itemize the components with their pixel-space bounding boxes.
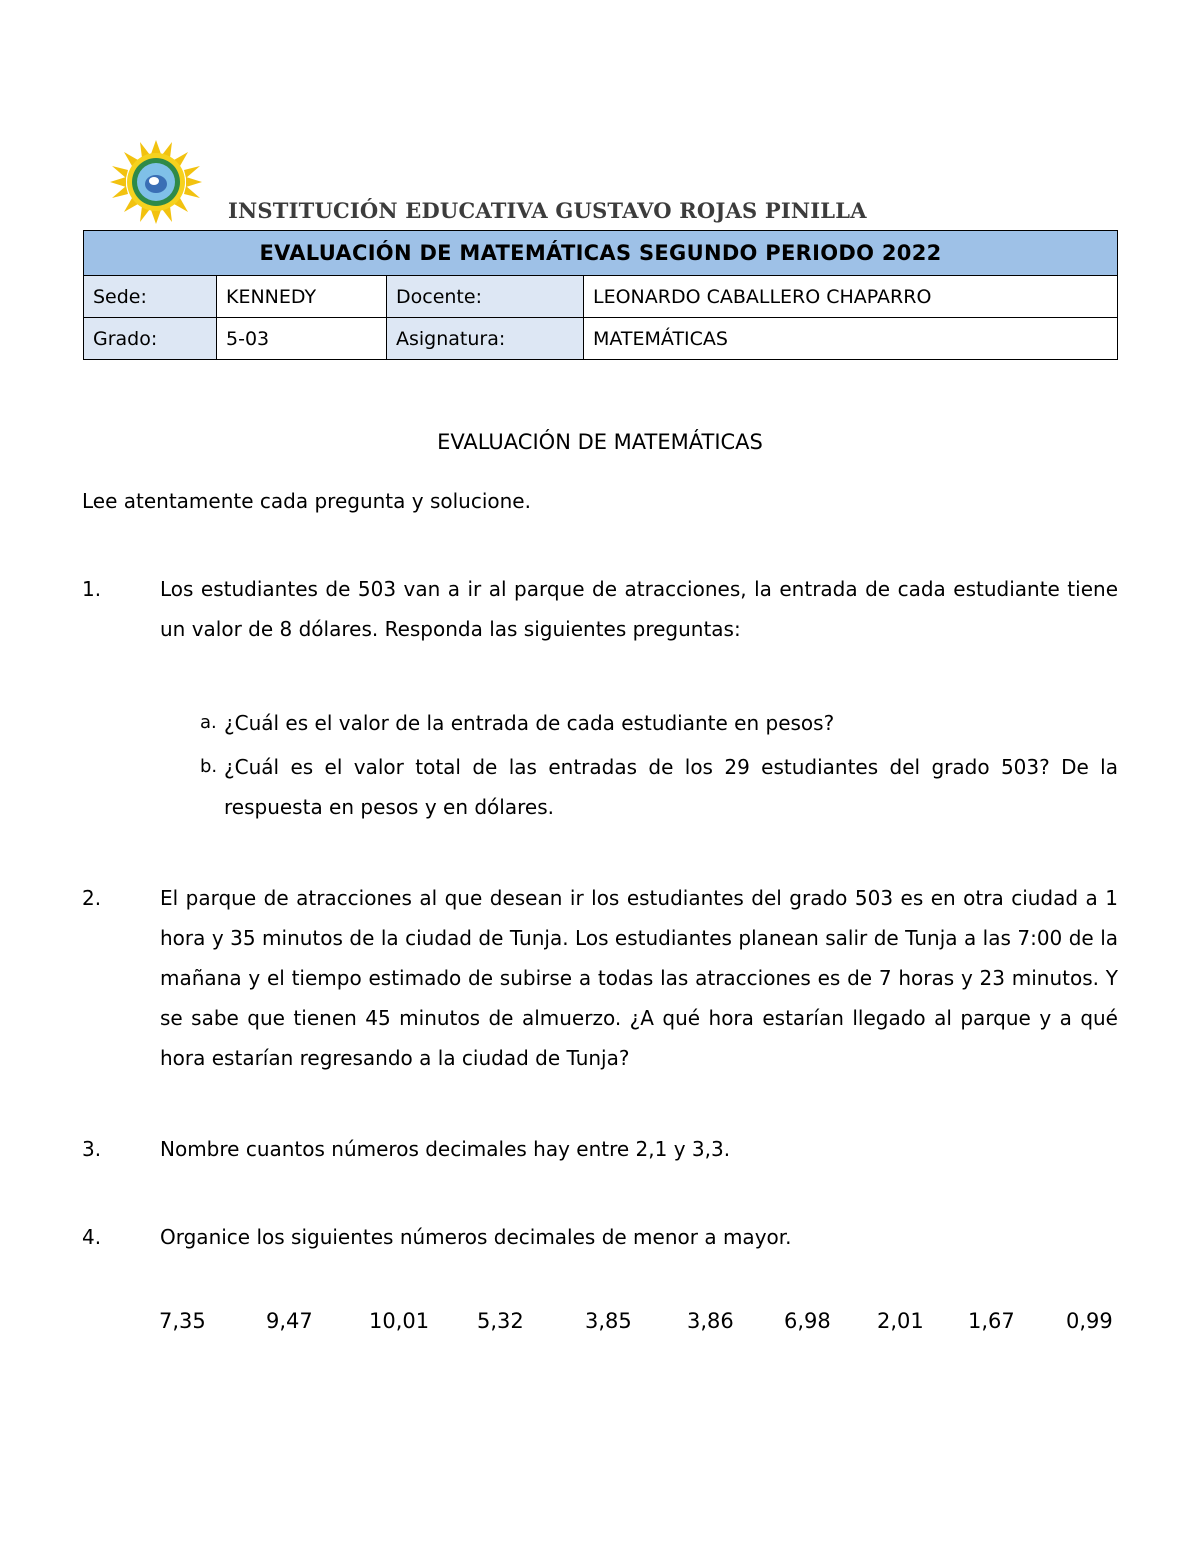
docente-value: LEONARDO CABALLERO CHAPARRO bbox=[584, 276, 1118, 318]
instructions: Lee atentamente cada pregunta y solucione. bbox=[82, 489, 531, 513]
institution-name: INSTITUCIÓN EDUCATIVA GUSTAVO ROJAS PINILLA bbox=[228, 198, 867, 223]
question-2 bbox=[82, 878, 1118, 1078]
question-4 bbox=[82, 1217, 1118, 1257]
question-text: Los estudiantes de 503 van a ir al parque de atracciones, la entrada de cada estudiante tiene un valor de 8 dólares. Responda las siguientes preguntas: bbox=[160, 577, 1118, 641]
question-number: 1. bbox=[82, 577, 102, 601]
decimal-number: 3,85 bbox=[585, 1309, 632, 1333]
asignatura-label: Asignatura: bbox=[387, 318, 584, 360]
question-text: Nombre cuantos números decimales hay entre 2,1 y 3,3. bbox=[160, 1137, 731, 1161]
question-3 bbox=[82, 1129, 1118, 1169]
question-number: 3. bbox=[82, 1137, 102, 1161]
subquestion-letter: b. bbox=[200, 756, 218, 777]
document-title: EVALUACIÓN DE MATEMÁTICAS bbox=[437, 430, 763, 454]
asignatura-value: MATEMÁTICAS bbox=[584, 318, 1118, 360]
decimal-number: 10,01 bbox=[369, 1309, 430, 1333]
question-number: 4. bbox=[82, 1225, 102, 1249]
grado-value: 5-03 bbox=[217, 318, 387, 360]
grado-label: Grado: bbox=[84, 318, 217, 360]
decimal-number: 7,35 bbox=[159, 1309, 206, 1333]
decimal-number: 2,01 bbox=[877, 1309, 924, 1333]
question-1b bbox=[200, 747, 1118, 827]
decimal-number: 5,32 bbox=[477, 1309, 524, 1333]
docente-label: Docente: bbox=[387, 276, 584, 318]
subquestion-text: ¿Cuál es el valor de la entrada de cada estudiante en pesos? bbox=[224, 711, 835, 735]
question-text: Organice los siguientes números decimales de menor a mayor. bbox=[160, 1225, 792, 1249]
decimal-number: 1,67 bbox=[968, 1309, 1015, 1333]
decimal-number: 0,99 bbox=[1066, 1309, 1113, 1333]
school-sun-logo bbox=[104, 140, 208, 224]
evaluation-title: EVALUACIÓN DE MATEMÁTICAS SEGUNDO PERIODO 2022 bbox=[84, 231, 1118, 276]
decimal-number: 3,86 bbox=[687, 1309, 734, 1333]
subquestion-text: ¿Cuál es el valor total de las entradas de los 29 estudiantes del grado 503? De la respuesta en pesos y en dólares. bbox=[224, 755, 1118, 819]
evaluation-header-table bbox=[83, 230, 1118, 360]
question-1 bbox=[82, 569, 1118, 649]
sede-label: Sede: bbox=[84, 276, 217, 318]
question-text: El parque de atracciones al que desean ir los estudiantes del grado 503 es en otra ciudad a 1 hora y 35 minutos de la ciudad de Tunja. Los estudiantes planean salir de Tunja a las 7:00 de la mañana y el tiempo estimado de subirse a todas las atracciones es de 7 horas y 23 minutos. Y se sabe que tienen 45 minutos de almuerzo. ¿A qué hora estarían llegado al parque y a qué hora estarían regresando a la ciudad de Tunja? bbox=[160, 886, 1118, 1070]
subquestion-letter: a. bbox=[200, 712, 217, 733]
sede-value: KENNEDY bbox=[217, 276, 387, 318]
question-number: 2. bbox=[82, 886, 102, 910]
decimal-number: 9,47 bbox=[266, 1309, 313, 1333]
decimal-number: 6,98 bbox=[784, 1309, 831, 1333]
question-1a bbox=[200, 703, 1118, 743]
